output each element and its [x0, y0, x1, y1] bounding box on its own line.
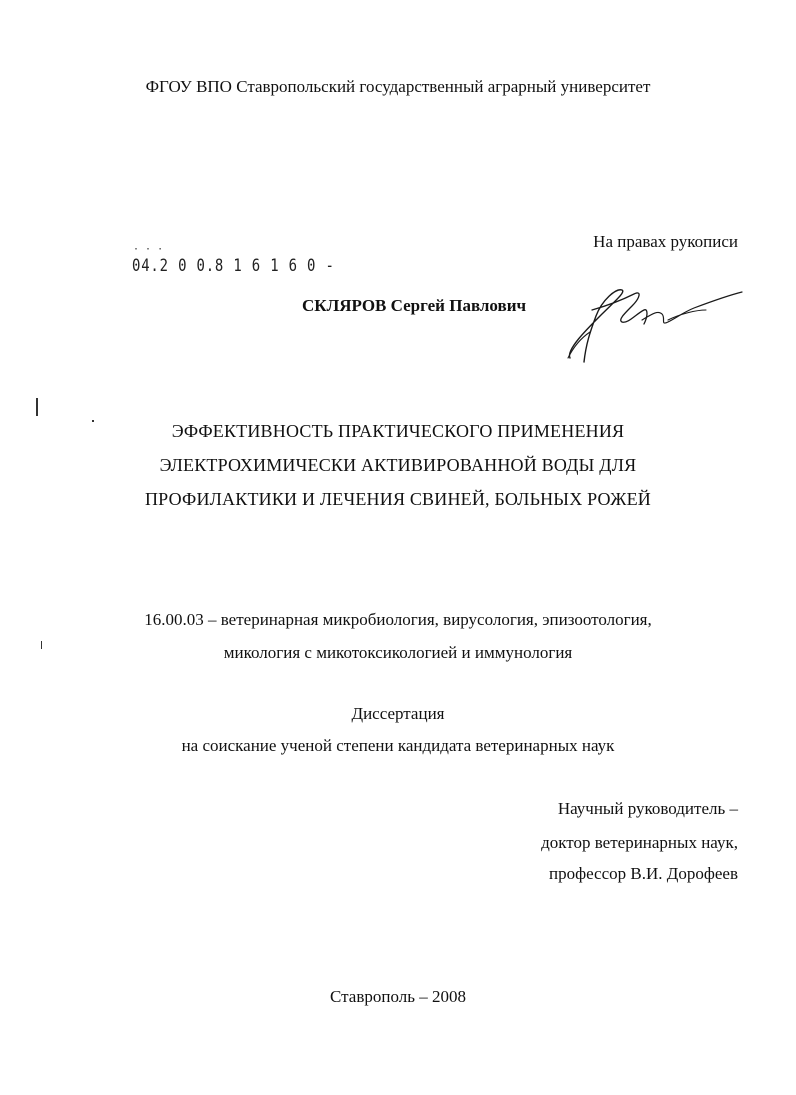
degree-statement: на соискание ученой степени кандидата ветеринарных наук [181, 736, 615, 755]
library-stamp-number: 04.2 0 0.8 1 6 1 6 0 - [132, 256, 335, 276]
supervisor-line: Научный руководитель – [557, 799, 738, 818]
author-name: СКЛЯРОВ Сергей Павлович [302, 296, 527, 315]
supervisor-line: доктор ветеринарных наук, [541, 833, 738, 852]
document-type: Диссертация [351, 704, 445, 723]
scan-speck [92, 420, 94, 422]
dissertation-title-line: ПРОФИЛАКТИКИ И ЛЕЧЕНИЯ СВИНЕЙ, БОЛЬНЫХ РОЖЕЙ [144, 489, 652, 509]
author-signature [556, 280, 746, 366]
library-stamp-marks: · · · [133, 244, 164, 255]
scan-speck [41, 641, 42, 649]
supervisor-line: профессор В.И. Дорофеев [548, 864, 738, 883]
university-name: ФГОУ ВПО Ставропольский государственный аграрный университет [145, 77, 651, 96]
place-and-year: Ставрополь – 2008 [330, 987, 466, 1006]
manuscript-rights-note: На правах рукописи [593, 232, 738, 251]
dissertation-title-line: ЭФФЕКТИВНОСТЬ ПРАКТИЧЕСКОГО ПРИМЕНЕНИЯ [171, 421, 625, 441]
specialty-line: 16.00.03 – ветеринарная микробиология, вирусология, эпизоотология, [144, 610, 652, 629]
scan-speck [36, 398, 38, 416]
dissertation-title-line: ЭЛЕКТРОХИМИЧЕСКИ АКТИВИРОВАННОЙ ВОДЫ ДЛЯ [159, 455, 637, 475]
specialty-line: микология с микотоксикологией и иммунология [223, 643, 573, 662]
